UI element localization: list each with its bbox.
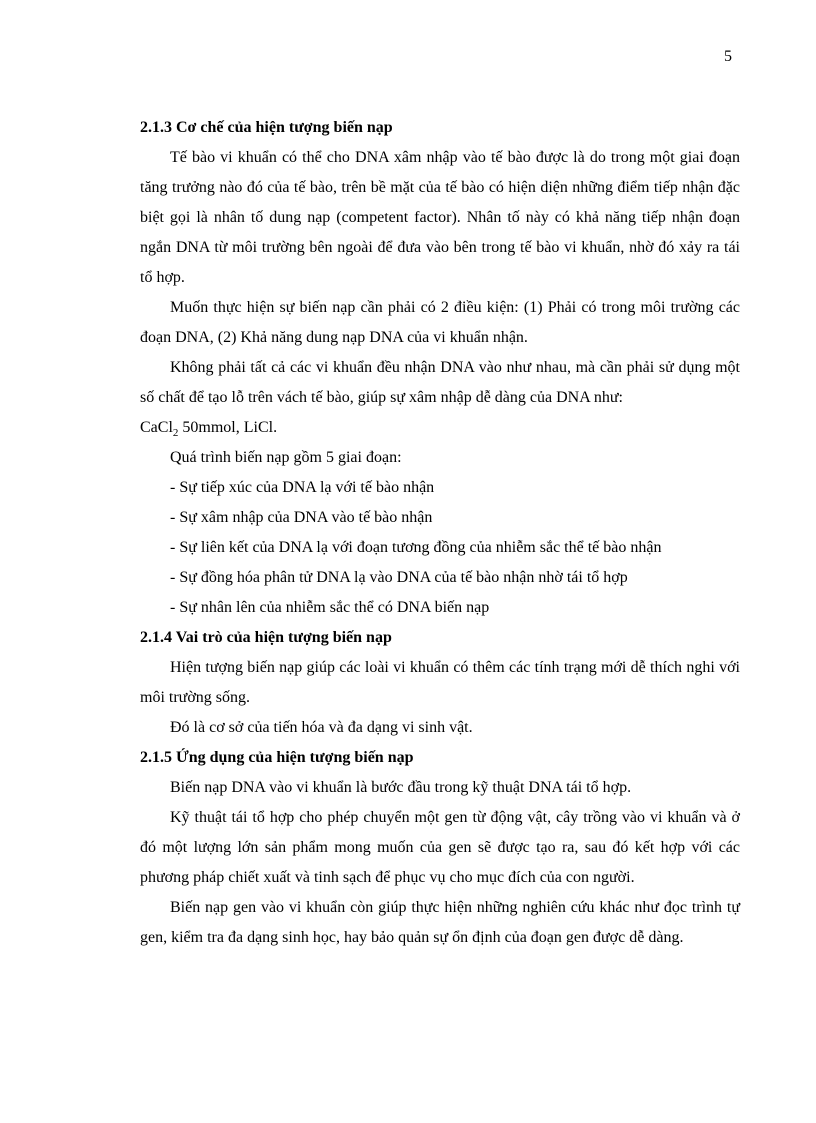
chemical-list xyxy=(140,413,740,443)
chemical-rest: 50mmol, LiCl. xyxy=(178,419,278,436)
chemical-subscript: 2 xyxy=(172,427,179,440)
chemical-cacl: CaCl xyxy=(140,419,173,436)
list-item: - Sự nhân lên của nhiễm sắc thể có DNA biến nạp xyxy=(170,599,490,616)
list-item: - Sự liên kết của DNA lạ với đoạn tương đồng của nhiễm sắc thể tế bào nhận xyxy=(170,539,662,556)
paragraph: Biến nạp DNA vào vi khuẩn là bước đầu trong kỹ thuật DNA tái tổ hợp. xyxy=(170,779,632,796)
list-item: - Sự đồng hóa phân tử DNA lạ vào DNA của tế bào nhận nhờ tái tổ hợp xyxy=(170,569,628,586)
list-item: - Sự xâm nhập của DNA vào tế bào nhận xyxy=(170,509,433,526)
paragraph: Không phải tất cả các vi khuẩn đều nhận DNA vào như nhau, mà cần phải sử dụng một số chất để tạo lỗ trên vách tế bào, giúp sự xâm nhập dễ dàng của DNA như: xyxy=(140,359,740,406)
paragraph: Biến nạp gen vào vi khuẩn còn giúp thực hiện những nghiên cứu khác như đọc trình tự gen, kiểm tra đa dạng sinh học, hay bảo quản sự ổn định của đoạn gen được dễ dàng. xyxy=(140,899,740,946)
paragraph: Kỹ thuật tái tổ hợp cho phép chuyển một gen từ động vật, cây trồng vào vi khuẩn và ở đó một lượng lớn sản phẩm mong muốn của gen sẽ được tạo ra, sau đó kết hợp với các phương pháp chiết xuất và tinh sạch để phục vụ cho mục đích của con người. xyxy=(140,809,740,886)
paragraph: Tế bào vi khuẩn có thể cho DNA xâm nhập vào tế bào được là do trong một giai đoạn tăng trưởng nào đó của tế bào, trên bề mặt của tế bào có hiện diện những điểm tiếp nhận đặc biệt gọi là nhân tố dung nạp (competent factor). Nhân tố này có khả năng tiếp nhận đoạn ngắn DNA từ môi trường bên ngoài để đưa vào bên trong tế bào vi khuẩn, nhờ đó xảy ra tái tổ hợp. xyxy=(140,149,740,286)
section-2-1-5 xyxy=(140,743,740,953)
paragraph: Muốn thực hiện sự biến nạp cần phải có 2 điều kiện: (1) Phải có trong môi trường các đoạn DNA, (2) Khả năng dung nạp DNA của vi khuẩn nhận. xyxy=(140,299,740,346)
document-body xyxy=(140,113,740,953)
paragraph: Đó là cơ sở của tiến hóa và đa dạng vi sinh vật. xyxy=(170,719,473,736)
page-number: 5 xyxy=(724,48,732,65)
list-item: - Sự tiếp xúc của DNA lạ với tế bào nhận xyxy=(170,479,435,496)
section-heading: 2.1.5 Ứng dụng của hiện tượng biến nạp xyxy=(140,749,414,766)
section-2-1-4 xyxy=(140,623,740,743)
stages-intro: Quá trình biến nạp gồm 5 giai đoạn: xyxy=(170,449,402,466)
section-heading: 2.1.4 Vai trò của hiện tượng biến nạp xyxy=(140,629,392,646)
section-2-1-3 xyxy=(140,113,740,623)
paragraph: Hiện tượng biến nạp giúp các loài vi khuẩn có thêm các tính trạng mới dễ thích nghi với môi trường sống. xyxy=(140,659,740,706)
section-heading: 2.1.3 Cơ chế của hiện tượng biến nạp xyxy=(140,119,393,136)
